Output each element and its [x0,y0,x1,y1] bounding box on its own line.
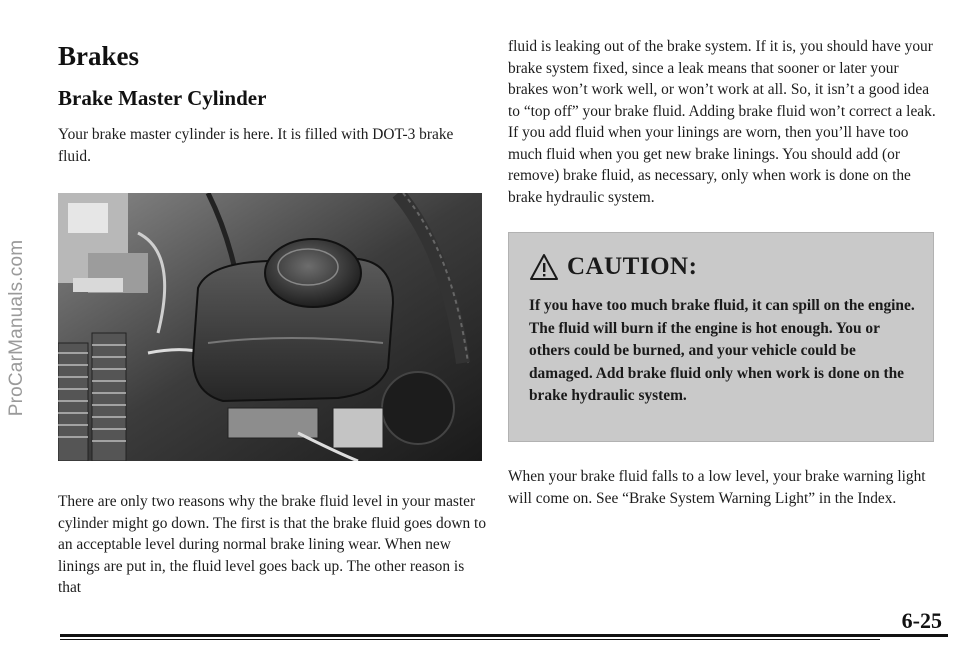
caution-title: CAUTION: [567,253,698,280]
engine-bay-illustration [58,193,482,461]
subsection-title: Brake Master Cylinder [58,86,267,110]
section-title: Brakes [58,41,139,71]
left-column [58,40,490,599]
warning-triangle-icon [529,253,559,281]
caution-header [529,249,919,285]
watermark-text: ProCarManuals.com [6,239,27,417]
fluid-level-paragraph: There are only two reasons why the brake fluid level in your master cylinder might go down. The first is that the brake fluid goes down to an acceptable level during normal brake lining wear. When new linings are put in, the fluid level goes back up. The other reason is that [58,493,487,596]
warning-light-paragraph: When your brake fluid falls to a low level, your brake warning light will come on. See “Brake System Warning Light” in the Index. [508,468,926,507]
footer-rule-thin [60,639,880,640]
master-cylinder-photo [58,193,482,461]
fluid-leak-paragraph: fluid is leaking out of the brake system. If it is, you should have your brake system fixed, since a leak means that sooner or later your brakes won’t work well, or won’t work at all. So, it isn’t a good idea to “top off” your brake fluid. Adding brake fluid won’t correct a leak. If you add fluid when your linings are worn, then you’ll have too much fluid when you get new brake linings. You should add (or remove) brake fluid, as necessary, only when work is done on the brake hydraulic system. [508,38,936,206]
right-column [508,36,940,509]
caution-text: If you have too much brake fluid, it can spill on the engine. The fluid will burn if the engine is hot enough. You or others could be burned, and your vehicle could be damaged. Add brake fluid only when work is done on the brake hydraulic system. [529,297,915,404]
footer-rule-thick [60,634,948,637]
intro-paragraph: Your brake master cylinder is here. It is filled with DOT-3 brake fluid. [58,126,454,165]
caution-box [508,232,934,442]
page-number: 6-25 [901,608,942,633]
site-watermark [4,0,30,656]
